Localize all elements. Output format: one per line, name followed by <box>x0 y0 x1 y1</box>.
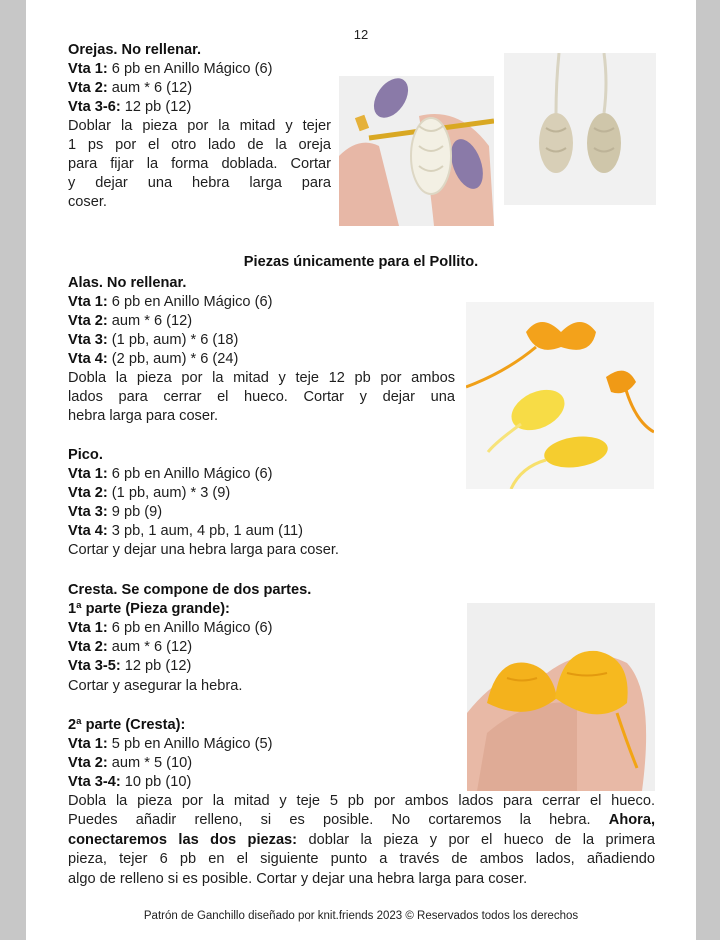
cresta-part2-title: 2ª parte (Cresta): <box>68 717 186 733</box>
pico-row-4: Vta 4: 3 pb, 1 aum, 4 pb, 1 aum (11) <box>68 523 303 539</box>
alas-para-1: Dobla la pieza por la mitad y teje 12 pb por ambos <box>68 370 455 386</box>
page-footer: Patrón de Ganchillo diseñado por knit.friends 2023 © Reservados todos los derechos <box>143 910 579 922</box>
orejas-para-5: coser. <box>68 194 107 210</box>
cresta-part1-row-3: Vta 3-5: 12 pb (12) <box>68 658 192 674</box>
section-heading: Piezas únicamente para el Pollito. <box>243 254 479 270</box>
pico-title: Pico. <box>68 447 103 463</box>
alas-row-1: Vta 1: 6 pb en Anillo Mágico (6) <box>68 294 273 310</box>
cresta-part2-row-1: Vta 1: 5 pb en Anillo Mágico (5) <box>68 736 273 752</box>
photo-crest <box>467 603 655 791</box>
photo-crest-image <box>467 603 655 791</box>
pico-row-3: Vta 3: 9 pb (9) <box>68 504 163 520</box>
alas-row-3: Vta 3: (1 pb, aum) * 6 (18) <box>68 332 239 348</box>
cresta-part2-row-3: Vta 3-4: 10 pb (10) <box>68 774 192 790</box>
cresta-part2-row-2: Vta 2: aum * 5 (10) <box>68 755 193 771</box>
cresta-final-line-2: Puedes añadir relleno, si es posible. No cortaremos la hebra. Ahora, <box>68 812 655 828</box>
orejas-title: Orejas. No rellenar. <box>68 42 202 58</box>
photo-ear-crochet-image <box>339 76 494 226</box>
cresta-part1-row-1: Vta 1: 6 pb en Anillo Mágico (6) <box>68 620 273 636</box>
photo-ears-finished <box>504 53 656 205</box>
orejas-para-2: 1 ps por el otro lado de la oreja <box>68 137 331 153</box>
alas-row-4: Vta 4: (2 pb, aum) * 6 (24) <box>68 351 239 367</box>
orejas-para-4: y dejar una hebra larga para <box>68 175 331 191</box>
cresta-title: Cresta. Se compone de dos partes. <box>68 582 312 598</box>
cresta-final-line-5: algo de relleno si es posible. Cortar y dejar una hebra larga para coser. <box>68 871 528 887</box>
alas-para-2: lados para cerrar el hueco. Cortar y dejar una <box>68 389 455 405</box>
photo-ears-finished-image <box>504 53 656 205</box>
orejas-row-3: Vta 3-6: 12 pb (12) <box>68 99 192 115</box>
page-number: 12 <box>353 27 369 42</box>
alas-para-3: hebra larga para coser. <box>68 408 219 424</box>
cresta-final-line-4: pieza, tejer 6 pb en el siguiente punto a través de ambos lados, añadiendo <box>68 851 655 867</box>
alas-row-2: Vta 2: aum * 6 (12) <box>68 313 193 329</box>
alas-title: Alas. No rellenar. <box>68 275 187 291</box>
pico-para: Cortar y dejar una hebra larga para coser. <box>68 542 339 558</box>
cresta-part1-row-2: Vta 2: aum * 6 (12) <box>68 639 193 655</box>
pico-row-1: Vta 1: 6 pb en Anillo Mágico (6) <box>68 466 273 482</box>
cresta-final-line-1: Dobla la pieza por la mitad y teje 5 pb por ambos lados para cerrar el hueco. <box>68 793 655 809</box>
orejas-para-1: Doblar la pieza por la mitad y tejer <box>68 118 331 134</box>
cresta-part1-para: Cortar y asegurar la hebra. <box>68 678 243 694</box>
cresta-final-line-3: conectaremos las dos piezas: doblar la pieza y por el hueco de la primera <box>68 832 656 848</box>
photo-wings-beak-image <box>466 302 654 489</box>
pico-row-2: Vta 2: (1 pb, aum) * 3 (9) <box>68 485 231 501</box>
orejas-row-1: Vta 1: 6 pb en Anillo Mágico (6) <box>68 61 273 77</box>
photo-ear-crochet <box>339 76 494 226</box>
orejas-row-2: Vta 2: aum * 6 (12) <box>68 80 193 96</box>
cresta-part1-title: 1ª parte (Pieza grande): <box>68 601 230 617</box>
photo-wings-beak <box>466 302 654 489</box>
orejas-para-3: para fijar la forma doblada. Cortar <box>68 156 331 172</box>
pattern-page <box>26 0 696 940</box>
